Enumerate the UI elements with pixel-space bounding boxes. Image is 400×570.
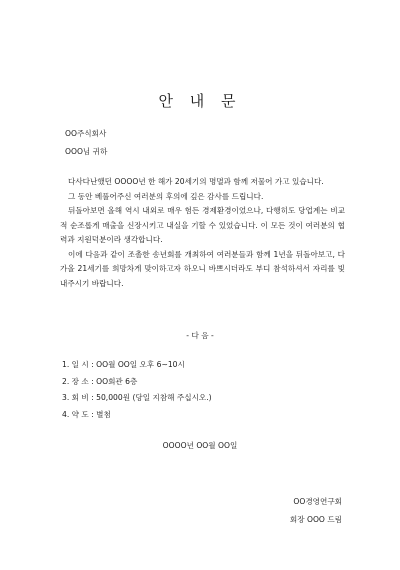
paragraph: 그 동안 베풀어주신 여러분의 후의에 깊은 감사를 드립니다. [68, 191, 264, 201]
document-date: OOOO년 OO월 OO일 [162, 441, 238, 450]
detail-item-fee: 3. 회 비 : 50,000원 (당일 지참해 주십시오.) [62, 393, 212, 402]
detail-item-time: 1. 일 시 : OO월 OO일 오후 6~10시 [62, 360, 185, 369]
detail-item-place: 2. 장 소 : OO회관 6층 [62, 376, 138, 386]
section-divider: - 다 음 - [186, 331, 214, 340]
recipient-company: OO주식회사 [65, 129, 107, 138]
paragraph: 이에 다음과 같이 조촐한 송년회를 개최하여 여러분들과 함께 1년을 뒤돌아보고, 다가올 21세기를 희망차게 맞이하고자 하오니 바쁘시더라도 부디 참석하셔서 자리를 빛내주시기 바랍니다. [60, 249, 345, 288]
sender-name: 회장 OOO 드림 [289, 515, 342, 524]
document-body [60, 175, 345, 291]
paragraph: 다사다난했던 OOOO년 한 해가 20세기의 명멸과 함께 저물어 가고 있습니다. [68, 177, 324, 186]
details-list [62, 357, 212, 423]
recipient-person: OOO님 귀하 [65, 147, 108, 156]
sender-organization: OO경영연구회 [293, 497, 342, 506]
paragraph: 뒤돌아보면 올해 역시 내외로 매우 험든 경제환경이었으나, 다행히도 당업계는 비교적 순조롭게 매출을 신장시키고 내실을 기할 수 있었습니다. 이 모든 것이 여러분의 협력과 지원덕분이라 생각합니다. [60, 206, 345, 244]
detail-item-map: 4. 약 도 : 별첨 [62, 409, 111, 419]
document-title: 안 내 문 [158, 92, 242, 110]
